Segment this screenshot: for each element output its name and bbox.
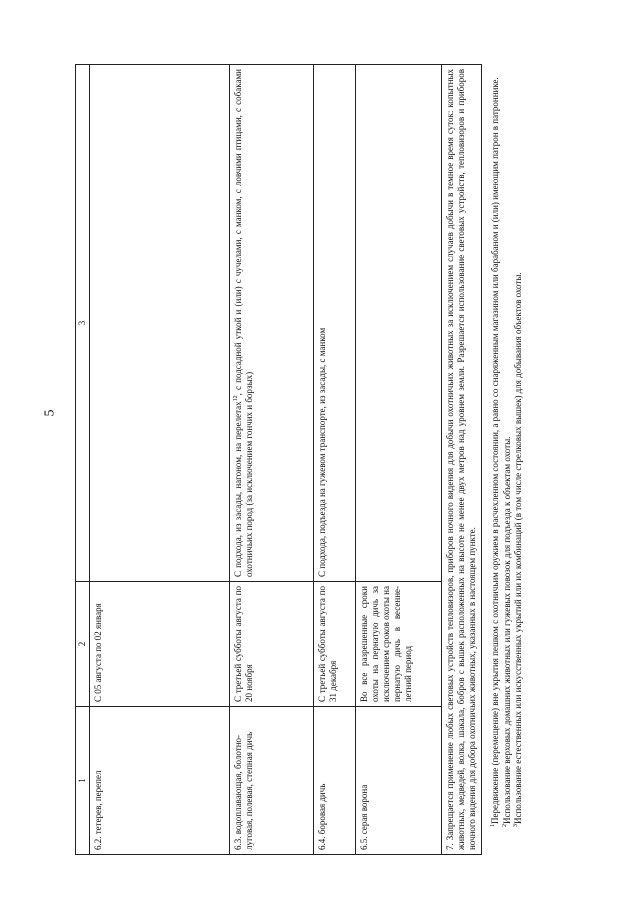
method-cell [89,65,229,582]
footnote-mark: 3 [513,824,520,827]
note-cell: 7. Запрещается применение любых световых устройств тепловизоров, приборов ночного видения для добычи охотничьих животных за исключением случаев добычи в темное время суток: копытных животных, медведей, волка, шакала, бобров с вышек расположенных на высоте не менее двух метров над уровнем земли. Разрешается использование световых устройств, тепловизоров и приборов ночного видения для добора охотничьих животных, указанных в настоящем пункте. [441,65,481,855]
species-cell: 6.3. водоплавающая, болотно-луговая, полевая, степная дичь [229,707,313,855]
species-cell: 6.4. боровая дичь [313,707,355,855]
table-row [313,65,355,855]
season-cell: Во все разрешенные сроки охоты на пернатую дичь за исключением сроков охоты на пернатую дичь в весенне-летний период [355,582,441,707]
note-row [441,65,481,855]
table-row [89,65,229,855]
season-cell: С третьей субботы августа по 20 ноября [229,582,313,707]
species-cell: 6.5. серая ворона [355,707,441,855]
footnote-text: Передвижение (перемещение) вне укрытия пешком с охотничьим оружием в расчехленном состоянии, а равно со снаряженным магазином или барабаном и (или) имеющим патрон в патроннике. [489,77,500,824]
footnote [502,65,514,855]
table-row [355,65,441,855]
column-header: 1 [76,707,90,855]
table-header-row [76,65,90,855]
footnote-text: Использование естественных или искусственных укрытий или их комбинаций (в том числе стрелковых вышек) для добывания объектов охоты. [513,272,524,824]
page-number: 5 [42,409,58,417]
footnote-mark: 2 [501,824,508,827]
footnote [513,65,525,855]
method-cell: С подхода, подъезда на гужевом транспорте, из засады, с манком [313,65,355,582]
hunting-terms-table [75,64,482,855]
season-cell: С третьей субботы августа по 31 декабря [313,582,355,707]
footnote-ref: 12 [232,395,239,402]
method-cell [229,65,313,582]
method-text: , с подсадной уткой и (или) с чучелами, с манком, с ловчими птицами, с собаками охотничьих пород (за исключением гончих и борзых) [232,69,254,577]
column-header: 2 [76,582,90,707]
method-text: С подхода, из засады, нагоном, на перелетах [232,401,243,577]
footnote [490,65,502,855]
season-cell: С 05 августа по 02 января [89,582,229,707]
method-cell [355,65,441,582]
table-row [229,65,313,855]
footnotes [490,65,525,855]
rotated-page-content [75,65,575,855]
column-header: 3 [76,65,90,582]
species-cell: 6.2. тетерев, перепел [89,707,229,855]
footnote-text: Использование верховых домашних животных или гужевых повозок для подъезда к объектам охоты. [501,436,512,824]
footnote-mark: 1 [489,824,496,827]
